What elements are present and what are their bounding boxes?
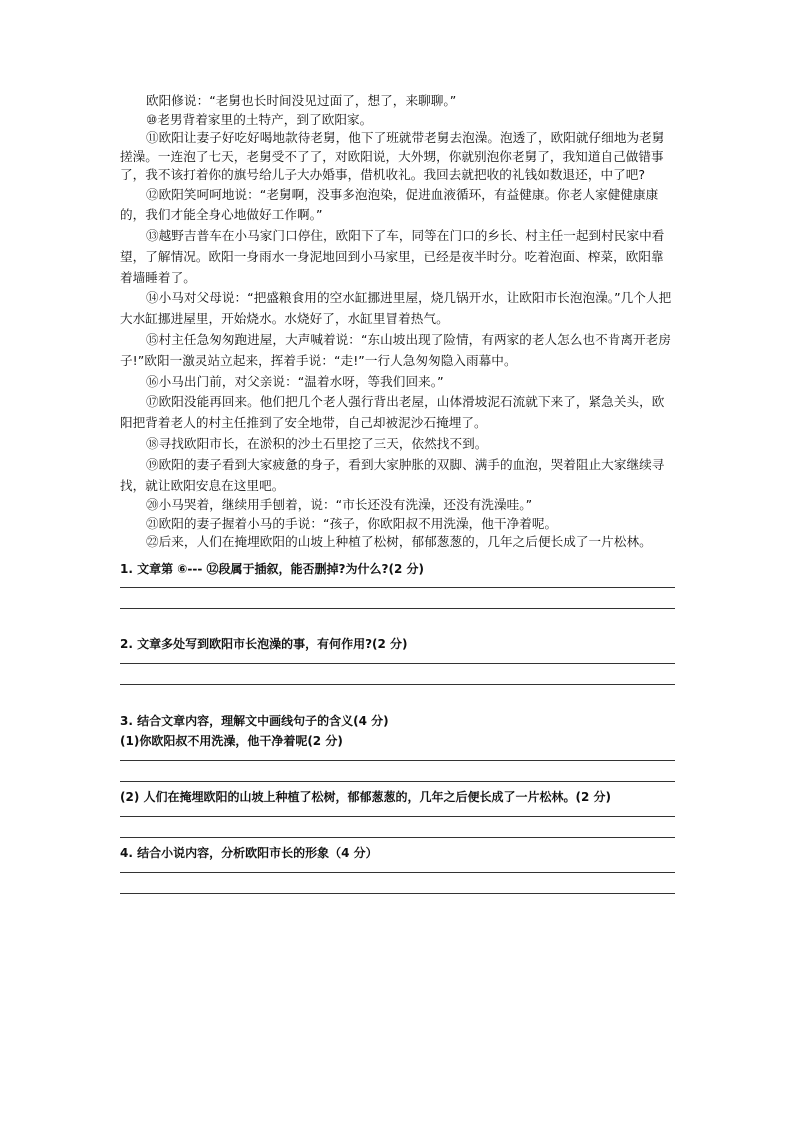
exam-page	[120, 92, 675, 894]
answer-line[interactable]	[120, 587, 675, 588]
answer-line[interactable]	[120, 893, 675, 894]
paragraph-22: ㉒后来，人们在掩埋欧阳的山坡上种植了松树，郁郁葱葱的，几年之后便长成了一片松林。	[146, 534, 652, 550]
paragraph-20: ⑳小马哭着，继续用手刨着，说：“市长还没有洗澡，还没有洗澡哇。”	[146, 497, 533, 513]
paragraph-14: ⑭小马对父母说：“把盛粮食用的空水缸挪进里屋，烧几锅开水，让欧阳市长泡泡澡。”几个人把大水缸挪进屋里，开始烧水。水烧好了，水缸里冒着热气。	[120, 290, 672, 327]
paragraph-17: ⑰欧阳没能再回来。他们把几个老人强行背出老屋，山体滑坡泥石流就下来了，紧急关头，欧阳把背着老人的村主任推到了安全地带，自己却被泥沙石掩埋了。	[120, 394, 665, 431]
answer-line[interactable]	[120, 837, 675, 838]
question-4: 4. 结合小说内容，分析欧阳市长的形象（4 分）	[120, 845, 378, 860]
question-1: 1. 文章第 ⑥--- ⑫段属于插叙，能否删掉?为什么?(2 分)	[120, 561, 424, 576]
paragraph-15: ⑮村主任急匆匆跑进屋，大声喊着说：“东山坡出现了险情，有两家的老人怎么也不肯离开老房子!”欧阳一激灵站立起来，挥着手说：“走!”一行人急匆匆隐入雨幕中。	[120, 332, 671, 368]
paragraph-10: ⑩老男背着家里的土特产，到了欧阳家。	[146, 111, 373, 127]
question-2: 2. 文章多处写到欧阳市长泡澡的事，有何作用?(2 分)	[120, 636, 408, 651]
paragraph-21: ㉑欧阳的妻子握着小马的手说：“孩子，你欧阳叔不用洗澡，他干净着呢。	[146, 515, 558, 531]
answer-line[interactable]	[120, 816, 675, 817]
answer-line[interactable]	[120, 608, 675, 609]
answer-line[interactable]	[120, 872, 675, 873]
answer-line[interactable]	[120, 760, 675, 761]
paragraph-13: ⑬越野吉普车在小马家门口停住，欧阳下了车，同等在门口的乡长、村主任一起到村民家中看望，了解情况。欧阳一身雨水一身泥地回到小马家里，已经是夜半时分。吃着泡面、榨菜，欧阳靠着墙睡着了。	[120, 228, 665, 285]
answer-line[interactable]	[120, 684, 675, 685]
paragraph-19: ⑲欧阳的妻子看到大家疲惫的身子，看到大家肿胀的双脚、满手的血泡，哭着阻止大家继续寻找，就让欧阳安息在这里吧。	[120, 456, 665, 493]
question-3-2: (2) 人们在掩埋欧阳的山坡上种植了松树，郁郁葱葱的，几年之后便长成了一片松林。(2 分)	[120, 789, 611, 804]
paragraph-12: ⑫欧阳笑呵呵地说：“老舅啊，没事多泡泡染，促进血液循环，有益健康。你老人家健健康康的，我们才能全身心地做好工作啊。”	[120, 186, 659, 223]
answer-line[interactable]	[120, 663, 675, 664]
answer-line[interactable]	[120, 781, 675, 782]
question-3: 3. 结合文章内容，理解文中画线句子的含义(4 分)	[120, 713, 389, 728]
paragraph-11: ⑪欧阳让妻子好吃好喝地款待老舅，他下了班就带老舅去泡澡。泡透了，欧阳就仔细地为老舅搓澡。一连泡了七天，老舅受不了了，对欧阳说，大外甥，你就别泡你老舅了，我知道自己做错事了，我不该打着你的旗号给儿子大办婚事，借机收礼。我回去就把收的礼钱如数退还，中了吧?	[120, 130, 665, 182]
paragraph-9: 欧阳修说：“老舅也长时间没见过面了，想了，来聊聊。”	[146, 93, 457, 108]
question-3-1: (1)你欧阳叔不用洗澡，他干净着呢(2 分)	[120, 733, 343, 748]
paragraph-18: ⑱寻找欧阳市长，在淤积的沙土石里挖了三天，依然找不到。	[146, 436, 488, 452]
paragraph-16: ⑯小马出门前，对父亲说：“温着水呀，等我们回来。”	[146, 373, 444, 389]
